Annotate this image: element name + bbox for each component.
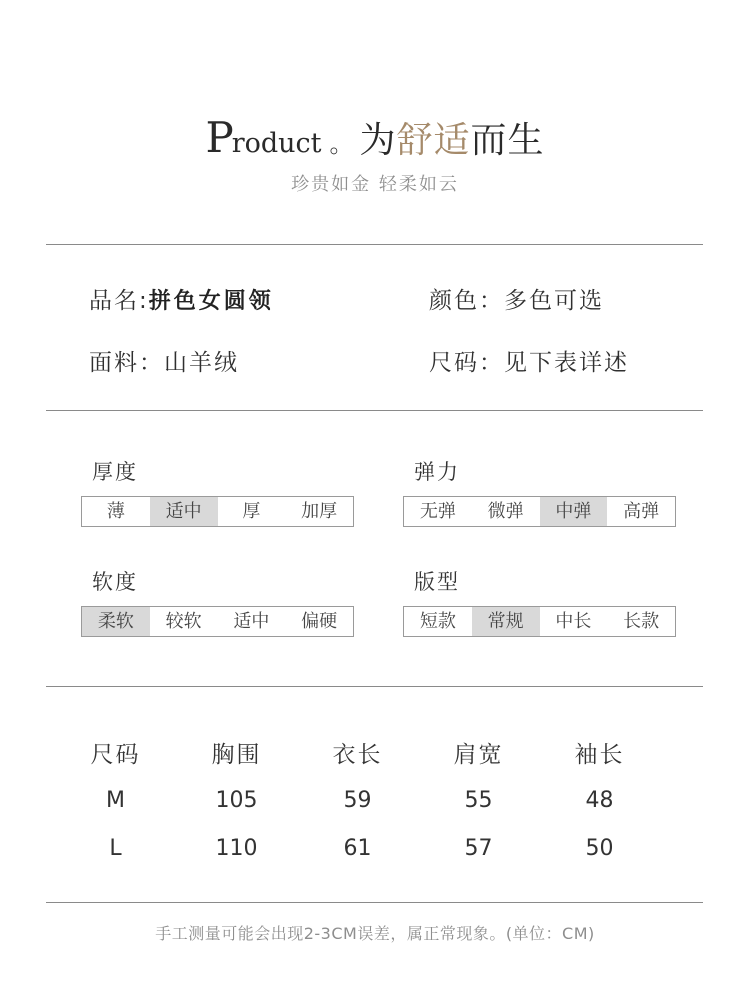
thickness-title: 厚度 xyxy=(92,460,138,484)
fabric-label: 面料： xyxy=(89,350,164,376)
product-name-label: 品名: xyxy=(89,288,149,314)
divider-info xyxy=(46,410,703,411)
table-cell: 110 xyxy=(215,835,258,861)
table-cell: 57 xyxy=(464,835,493,861)
table-header-cell: 肩宽 xyxy=(453,741,504,768)
color-label: 颜色： xyxy=(429,288,504,314)
fit-option: 短款 xyxy=(419,611,456,632)
title-word: roduct xyxy=(231,128,322,159)
elasticity-option: 中弹 xyxy=(540,497,608,526)
softness-option: 偏硬 xyxy=(301,611,338,632)
table-header-cell: 尺码 xyxy=(90,741,141,768)
table-cell: L xyxy=(109,835,122,861)
elasticity-option: 微弹 xyxy=(487,501,524,522)
page-subtitle: 珍贵如金 轻柔如云 xyxy=(291,174,459,195)
measurement-note: 手工测量可能会出现2-3CM误差，属正常现象。(单位：CM) xyxy=(155,924,595,943)
thickness-option: 薄 xyxy=(106,501,125,522)
product-name-value: 拼色女圆领 xyxy=(148,288,274,314)
title-cn-accent: 舒适 xyxy=(396,120,471,161)
fit-option: 中长 xyxy=(555,611,592,632)
fit-title: 版型 xyxy=(414,570,460,594)
size-label: 尺码： xyxy=(429,350,504,376)
elasticity-title: 弹力 xyxy=(414,460,460,484)
table-cell: 50 xyxy=(585,835,614,861)
color-row xyxy=(429,282,604,315)
color-value: 多色可选 xyxy=(504,288,604,314)
product-name-row xyxy=(89,282,274,315)
table-header-row xyxy=(55,728,695,776)
fit-scale xyxy=(403,606,676,637)
size-table xyxy=(55,728,695,872)
page-title xyxy=(0,112,750,168)
elasticity-option: 高弹 xyxy=(623,501,660,522)
softness-title: 软度 xyxy=(92,570,138,594)
size-row xyxy=(429,344,629,377)
table-cell: M xyxy=(106,787,125,813)
softness-option: 适中 xyxy=(233,611,270,632)
title-cn-post: 而生 xyxy=(470,120,545,161)
table-cell: 48 xyxy=(585,787,614,813)
title-dot: 。 xyxy=(329,130,354,158)
thickness-option: 厚 xyxy=(242,501,261,522)
divider-bottom xyxy=(46,902,703,903)
softness-scale xyxy=(81,606,354,637)
table-cell: 59 xyxy=(343,787,372,813)
divider-attributes xyxy=(46,686,703,687)
table-cell: 105 xyxy=(215,787,258,813)
fabric-value: 山羊绒 xyxy=(164,350,239,376)
title-initial: P xyxy=(205,113,234,162)
title-cn-pre: 为 xyxy=(359,120,397,161)
elasticity-option: 无弹 xyxy=(419,501,456,522)
fit-option: 常规 xyxy=(472,607,540,636)
table-cell: 55 xyxy=(464,787,493,813)
table-header-cell: 衣长 xyxy=(332,741,383,768)
softness-option: 柔软 xyxy=(82,607,150,636)
thickness-option: 适中 xyxy=(150,497,218,526)
elasticity-scale xyxy=(403,496,676,527)
thickness-option: 加厚 xyxy=(301,501,338,522)
fabric-row xyxy=(89,344,239,377)
softness-option: 较软 xyxy=(165,611,202,632)
fit-option: 长款 xyxy=(623,611,660,632)
table-header-cell: 袖长 xyxy=(574,741,625,768)
table-row xyxy=(55,776,695,824)
thickness-scale xyxy=(81,496,354,527)
table-header-cell: 胸围 xyxy=(211,741,262,768)
table-cell: 61 xyxy=(343,835,372,861)
divider-top xyxy=(46,244,703,245)
size-value: 见下表详述 xyxy=(504,350,629,376)
table-row xyxy=(55,824,695,872)
